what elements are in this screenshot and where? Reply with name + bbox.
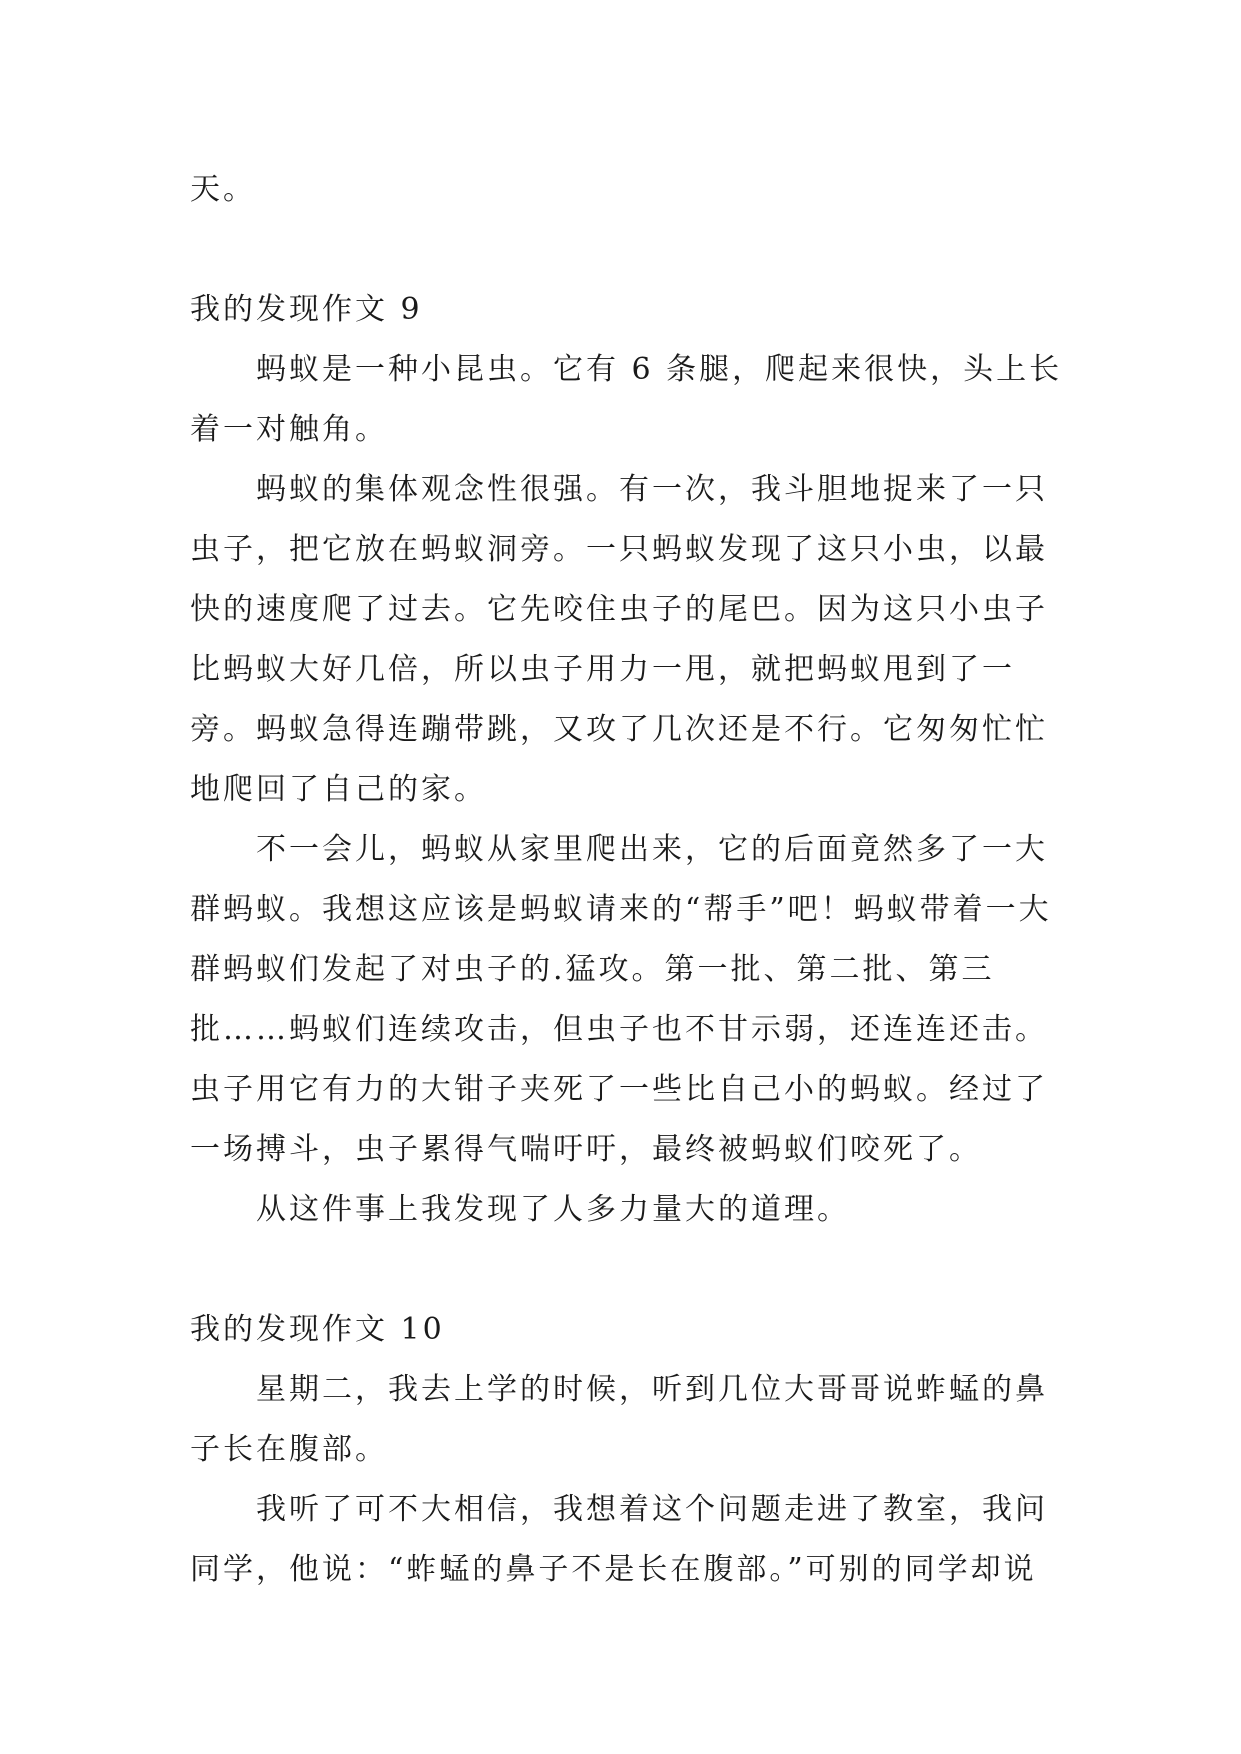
essay-section-10 [190,1300,1070,1600]
paragraph: 从这件事上我发现了人多力量大的道理。 [256,1192,850,1227]
paragraph: 蚂蚁是一种小昆虫。它有 6 条腿，爬起来很快，头上长着一对触角。 [190,352,1063,447]
paragraph: 不一会儿，蚂蚁从家里爬出来，它的后面竟然多了一大群蚂蚁。我想这应该是蚂蚁请来的“帮手”吧！蚂蚁带着一大群蚂蚁们发起了对虫子的.猛攻。第一批、第二批、第三批……蚂蚁们连续攻击，但虫子也不甘示弱，还连连还击。虫子用它有力的大钳子夹死了一些比自己小的蚂蚁。经过了一场搏斗，虫子累得气喘吁吁，最终被蚂蚁们咬死了。 [190,832,1052,1167]
essay-title: 我的发现作文 10 [190,1312,445,1347]
paragraph: 蚂蚁的集体观念性很强。有一次，我斗胆地捉来了一只虫子，把它放在蚂蚁洞旁。一只蚂蚁发现了这只小虫，以最快的速度爬了过去。它先咬住虫子的尾巴。因为这只小虫子比蚂蚁大好几倍，所以虫子用力一甩，就把蚂蚁甩到了一旁。蚂蚁急得连蹦带跳，又攻了几次还是不行。它匆匆忙忙地爬回了自己的家。 [190,472,1048,807]
paragraph: 我听了可不大相信，我想着这个问题走进了教室，我问同学，他说：“蚱蜢的鼻子不是长在腹部。”可别的同学却说 [190,1492,1048,1587]
lead-fragment: 天。 [190,172,256,207]
section-spacer [190,220,1070,280]
essay-section-9 [190,280,1070,1240]
essay-title: 我的发现作文 9 [190,292,423,327]
document-body [190,160,1070,1600]
paragraph: 星期二，我去上学的时候，听到几位大哥哥说蚱蜢的鼻子长在腹部。 [190,1372,1048,1467]
section-spacer [190,1240,1070,1300]
